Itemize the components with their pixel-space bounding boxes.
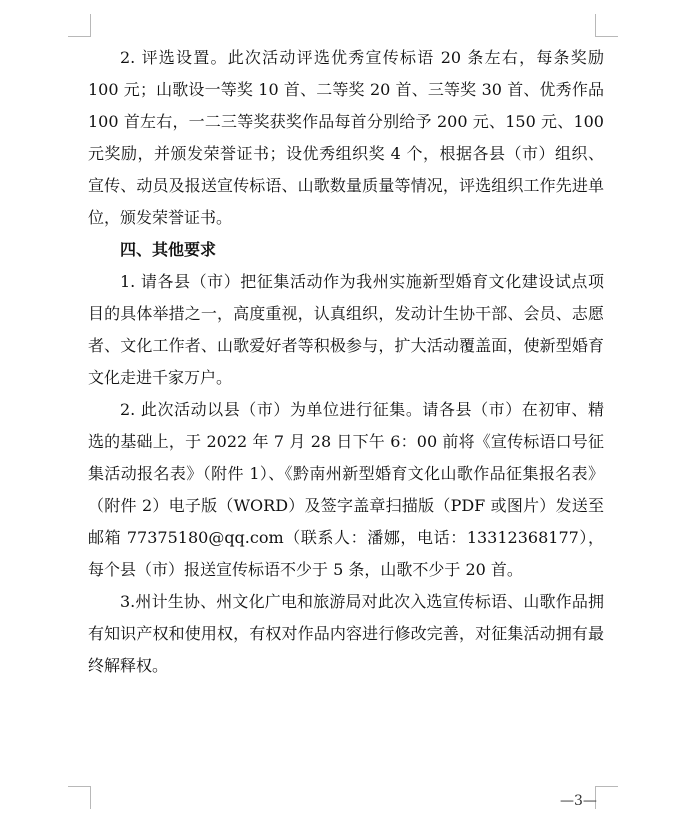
page-number: —3— [560,793,597,809]
section-heading-other-requirements: 四、其他要求 [120,240,217,259]
crop-mark-bottom-right [595,786,618,809]
paragraph-requirement-1: 1. 请各县（市）把征集活动作为我州实施新型婚育文化建设试点项目的具体举措之一，高度重视，认真组织，发动计生协干部、会员、志愿者、文化工作者、山歌爱好者等积极参与，扩大活动覆盖面，使新型婚育文化走进千家万户。 [88,272,604,387]
document-body [88,42,604,682]
crop-mark-top-right [595,14,618,37]
paragraph-requirement-2: 2. 此次活动以县（市）为单位进行征集。请各县（市）在初审、精选的基础上，于 2022 年 7 月 28 日下午 6：00 前将《宣传标语口号征集活动报名表》（附件 1）、《黔南州新型婚育文化山歌作品征集报名表》（附件 2）电子版（WORD）及签字盖章扫描版（PDF 或图片）发送至邮箱 77375180@qq.com（联系人：潘娜，电话：13312368177），每个县（市）报送宣传标语不少于 5 条，山歌不少于 20 首。 [88,400,604,579]
crop-mark-top-left [68,14,91,37]
paragraph-selection-settings: 2. 评选设置。此次活动评选优秀宣传标语 20 条左右，每条奖励 100 元；山歌设一等奖 10 首、二等奖 20 首、三等奖 30 首、优秀作品 100 首左右，一二三等奖获奖作品每首分别给予 200 元、150 元、100 元奖励，并颁发荣誉证书；设优秀组织奖 4 个，根据各县（市）组织、宣传、动员及报送宣传标语、山歌数量质量等情况，评选组织工作先进单位，颁发荣誉证书。 [88,48,604,227]
paragraph-requirement-3: 3.州计生协、州文化广电和旅游局对此次入选宣传标语、山歌作品拥有知识产权和使用权，有权对作品内容进行修改完善，对征集活动拥有最终解释权。 [88,592,604,675]
crop-mark-bottom-left [68,786,91,809]
